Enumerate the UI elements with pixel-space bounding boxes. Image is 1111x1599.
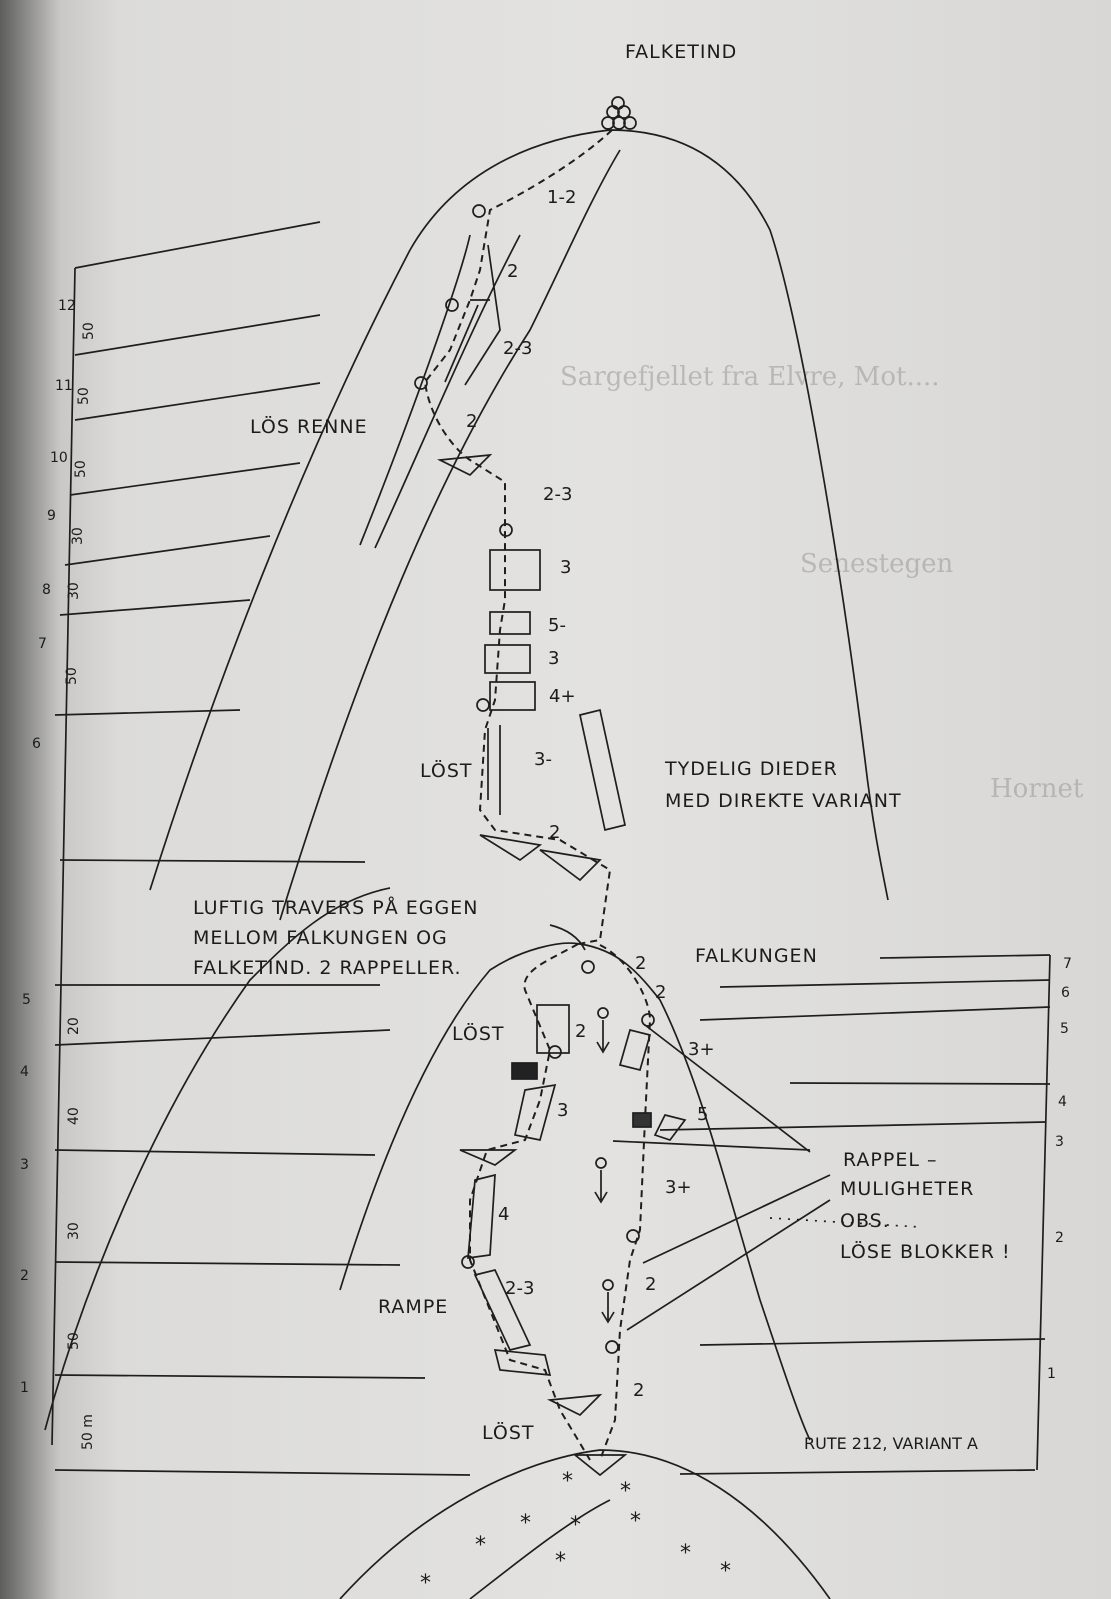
rappel-icon <box>603 1280 613 1290</box>
ghost-heading-2: Senestegen <box>800 549 954 579</box>
block-hatched <box>633 1113 651 1127</box>
lost-upper-label: LÖST <box>420 760 473 782</box>
rappel-arrows <box>595 1008 614 1322</box>
pitch-length: 40 <box>66 1107 82 1125</box>
down-arrow-icon <box>597 1020 609 1052</box>
grade-label: 3+ <box>665 1177 692 1198</box>
pitch-length: 50 <box>76 387 92 405</box>
block-hatched <box>512 1063 537 1079</box>
star-mark: * <box>570 1513 581 1538</box>
pitch-number: 5 <box>22 992 31 1008</box>
ghost-heading-3: Hornet <box>990 774 1084 804</box>
los-renne-label: LÖS RENNE <box>250 416 368 438</box>
star-mark: * <box>475 1533 486 1558</box>
summit-label: FALKETIND <box>625 41 738 63</box>
rappel-line-1: RAPPEL – <box>843 1149 938 1171</box>
star-mark: * <box>720 1559 731 1584</box>
slab-icon <box>495 1350 550 1375</box>
belay-icon <box>477 699 489 711</box>
pitch-number: 7 <box>38 636 47 652</box>
ledge-icon <box>575 1455 625 1475</box>
belay-icon <box>606 1341 618 1353</box>
belay-icon <box>582 961 594 973</box>
grade-label: 2 <box>549 822 561 843</box>
grade-label: 2-3 <box>505 1278 535 1299</box>
ledge-icon <box>460 1150 515 1165</box>
star-mark: * <box>630 1509 641 1534</box>
pitch-number: 3 <box>20 1157 29 1173</box>
pitch-number: 12 <box>58 298 76 314</box>
star-mark: * <box>520 1511 531 1536</box>
grade-label: 3 <box>548 648 560 669</box>
star-mark: * <box>555 1549 566 1574</box>
grade-label: 3+ <box>688 1039 715 1060</box>
star-mark: * <box>562 1469 573 1494</box>
grade-label: 1-2 <box>547 187 577 208</box>
pitch-number: 10 <box>50 450 68 466</box>
pitch-length: 20 <box>66 1017 82 1035</box>
pitch-length: 50 <box>73 460 89 478</box>
tydelig-line-1: TYDELIG DIEDER <box>665 758 838 780</box>
pitch-number: 8 <box>42 582 51 598</box>
mountain-outline <box>45 130 888 1599</box>
star-mark: * <box>620 1479 631 1504</box>
pitch-number: 6 <box>32 736 41 752</box>
rock-blocks-lower <box>468 1005 685 1375</box>
grade-label: 3- <box>534 749 552 770</box>
pitch-length: 30 <box>66 1222 82 1240</box>
rappel-icon <box>598 1008 608 1018</box>
lost-low-label: LÖST <box>482 1422 535 1444</box>
slab-icon <box>468 1175 495 1258</box>
pitch-number: 4 <box>1058 1094 1067 1110</box>
summit-cairn-icon <box>602 97 636 129</box>
belay-icon <box>446 299 458 311</box>
tydelig-line-2: MED DIREKTE VARIANT <box>665 790 902 812</box>
rappel-line-3: OBS. <box>840 1210 890 1232</box>
belay-icon <box>627 1230 639 1242</box>
grade-label: 2 <box>633 1380 645 1401</box>
pitch-number: 9 <box>47 508 56 524</box>
rappel-icon <box>596 1158 606 1168</box>
grade-label: 4 <box>498 1204 510 1225</box>
luftig-line-2: MELLOM FALKUNGEN OG <box>193 927 448 949</box>
belay-icon <box>549 1046 561 1058</box>
block-icon <box>490 682 535 710</box>
base-vegetation <box>420 1469 731 1596</box>
pitch-number: 5 <box>1060 1021 1069 1037</box>
belay-icon <box>473 205 485 217</box>
dieder-slab <box>580 710 625 830</box>
pitch-number: 2 <box>1055 1230 1064 1246</box>
pitch-length: 50 <box>66 1332 82 1350</box>
grade-label: 2 <box>575 1021 587 1042</box>
lower-grades <box>498 953 715 1401</box>
pitch-number: 11 <box>55 378 73 394</box>
pitch-number: 1 <box>1047 1366 1056 1382</box>
pitch-number: 2 <box>20 1268 29 1284</box>
lower-route-line <box>470 944 650 1460</box>
slab-icon <box>655 1115 685 1140</box>
block-icon <box>490 612 530 634</box>
pitch-length: 30 <box>70 527 86 545</box>
belay-icon <box>642 1014 654 1026</box>
down-arrow-icon <box>595 1170 607 1202</box>
grade-label: 3 <box>557 1100 569 1121</box>
grade-label: 2-3 <box>543 484 573 505</box>
luftig-line-1: LUFTIG TRAVERS PÅ EGGEN <box>193 897 479 919</box>
upper-route-line <box>425 130 612 944</box>
ledge-icon <box>480 835 540 860</box>
pitch-number: 1 <box>20 1380 29 1396</box>
star-mark: * <box>680 1541 691 1566</box>
route-name-label: RUTE 212, VARIANT A <box>804 1434 978 1453</box>
star-mark: * <box>420 1571 431 1596</box>
pitch-number: 3 <box>1055 1134 1064 1150</box>
rappel-line-2: MULIGHETER <box>840 1178 975 1200</box>
block-icon <box>490 550 540 590</box>
block-icon <box>485 645 530 673</box>
grade-label: 3 <box>560 557 572 578</box>
pitch-length: 50 <box>81 322 97 340</box>
slab-icon <box>620 1030 650 1070</box>
down-arrow-icon <box>602 1292 614 1322</box>
grade-label: 2 <box>655 982 667 1003</box>
luftig-line-3: FALKETIND. 2 RAPPELLER. <box>193 957 462 979</box>
grade-label: 2 <box>466 411 478 432</box>
rappel-line-4: LÖSE BLOKKER ! <box>840 1241 1011 1263</box>
bleed-through-text <box>560 362 1084 804</box>
grade-label: 5 <box>697 1104 709 1125</box>
left-scale <box>52 222 470 1475</box>
right-scale-numbers <box>1047 956 1072 1382</box>
left-scale-numbers <box>20 298 97 1450</box>
pitch-length: 30 <box>66 582 82 600</box>
scale-unit: 50 m <box>80 1414 96 1450</box>
grade-label: 4+ <box>549 686 576 707</box>
ledge-icon <box>440 455 490 475</box>
ghost-heading-1: Sargefjellet fra Elvre, Mot.... <box>560 362 940 392</box>
grade-label: 2-3 <box>503 338 533 359</box>
arrow-icon <box>550 925 585 950</box>
upper-grades <box>466 187 576 843</box>
grade-label: 5- <box>548 615 566 636</box>
pitch-length: 50 <box>64 667 80 685</box>
grade-label: 2 <box>645 1274 657 1295</box>
pitch-number: 7 <box>1063 956 1072 972</box>
pitch-number: 6 <box>1061 985 1070 1001</box>
grade-label: 2 <box>635 953 647 974</box>
falkungen-label: FALKUNGEN <box>695 945 818 967</box>
lost-mid-label: LÖST <box>452 1023 505 1045</box>
rampe-label: RAMPE <box>378 1296 449 1318</box>
ledge-icon <box>540 850 600 880</box>
pitch-number: 4 <box>20 1064 29 1080</box>
grade-label: 2 <box>507 261 519 282</box>
